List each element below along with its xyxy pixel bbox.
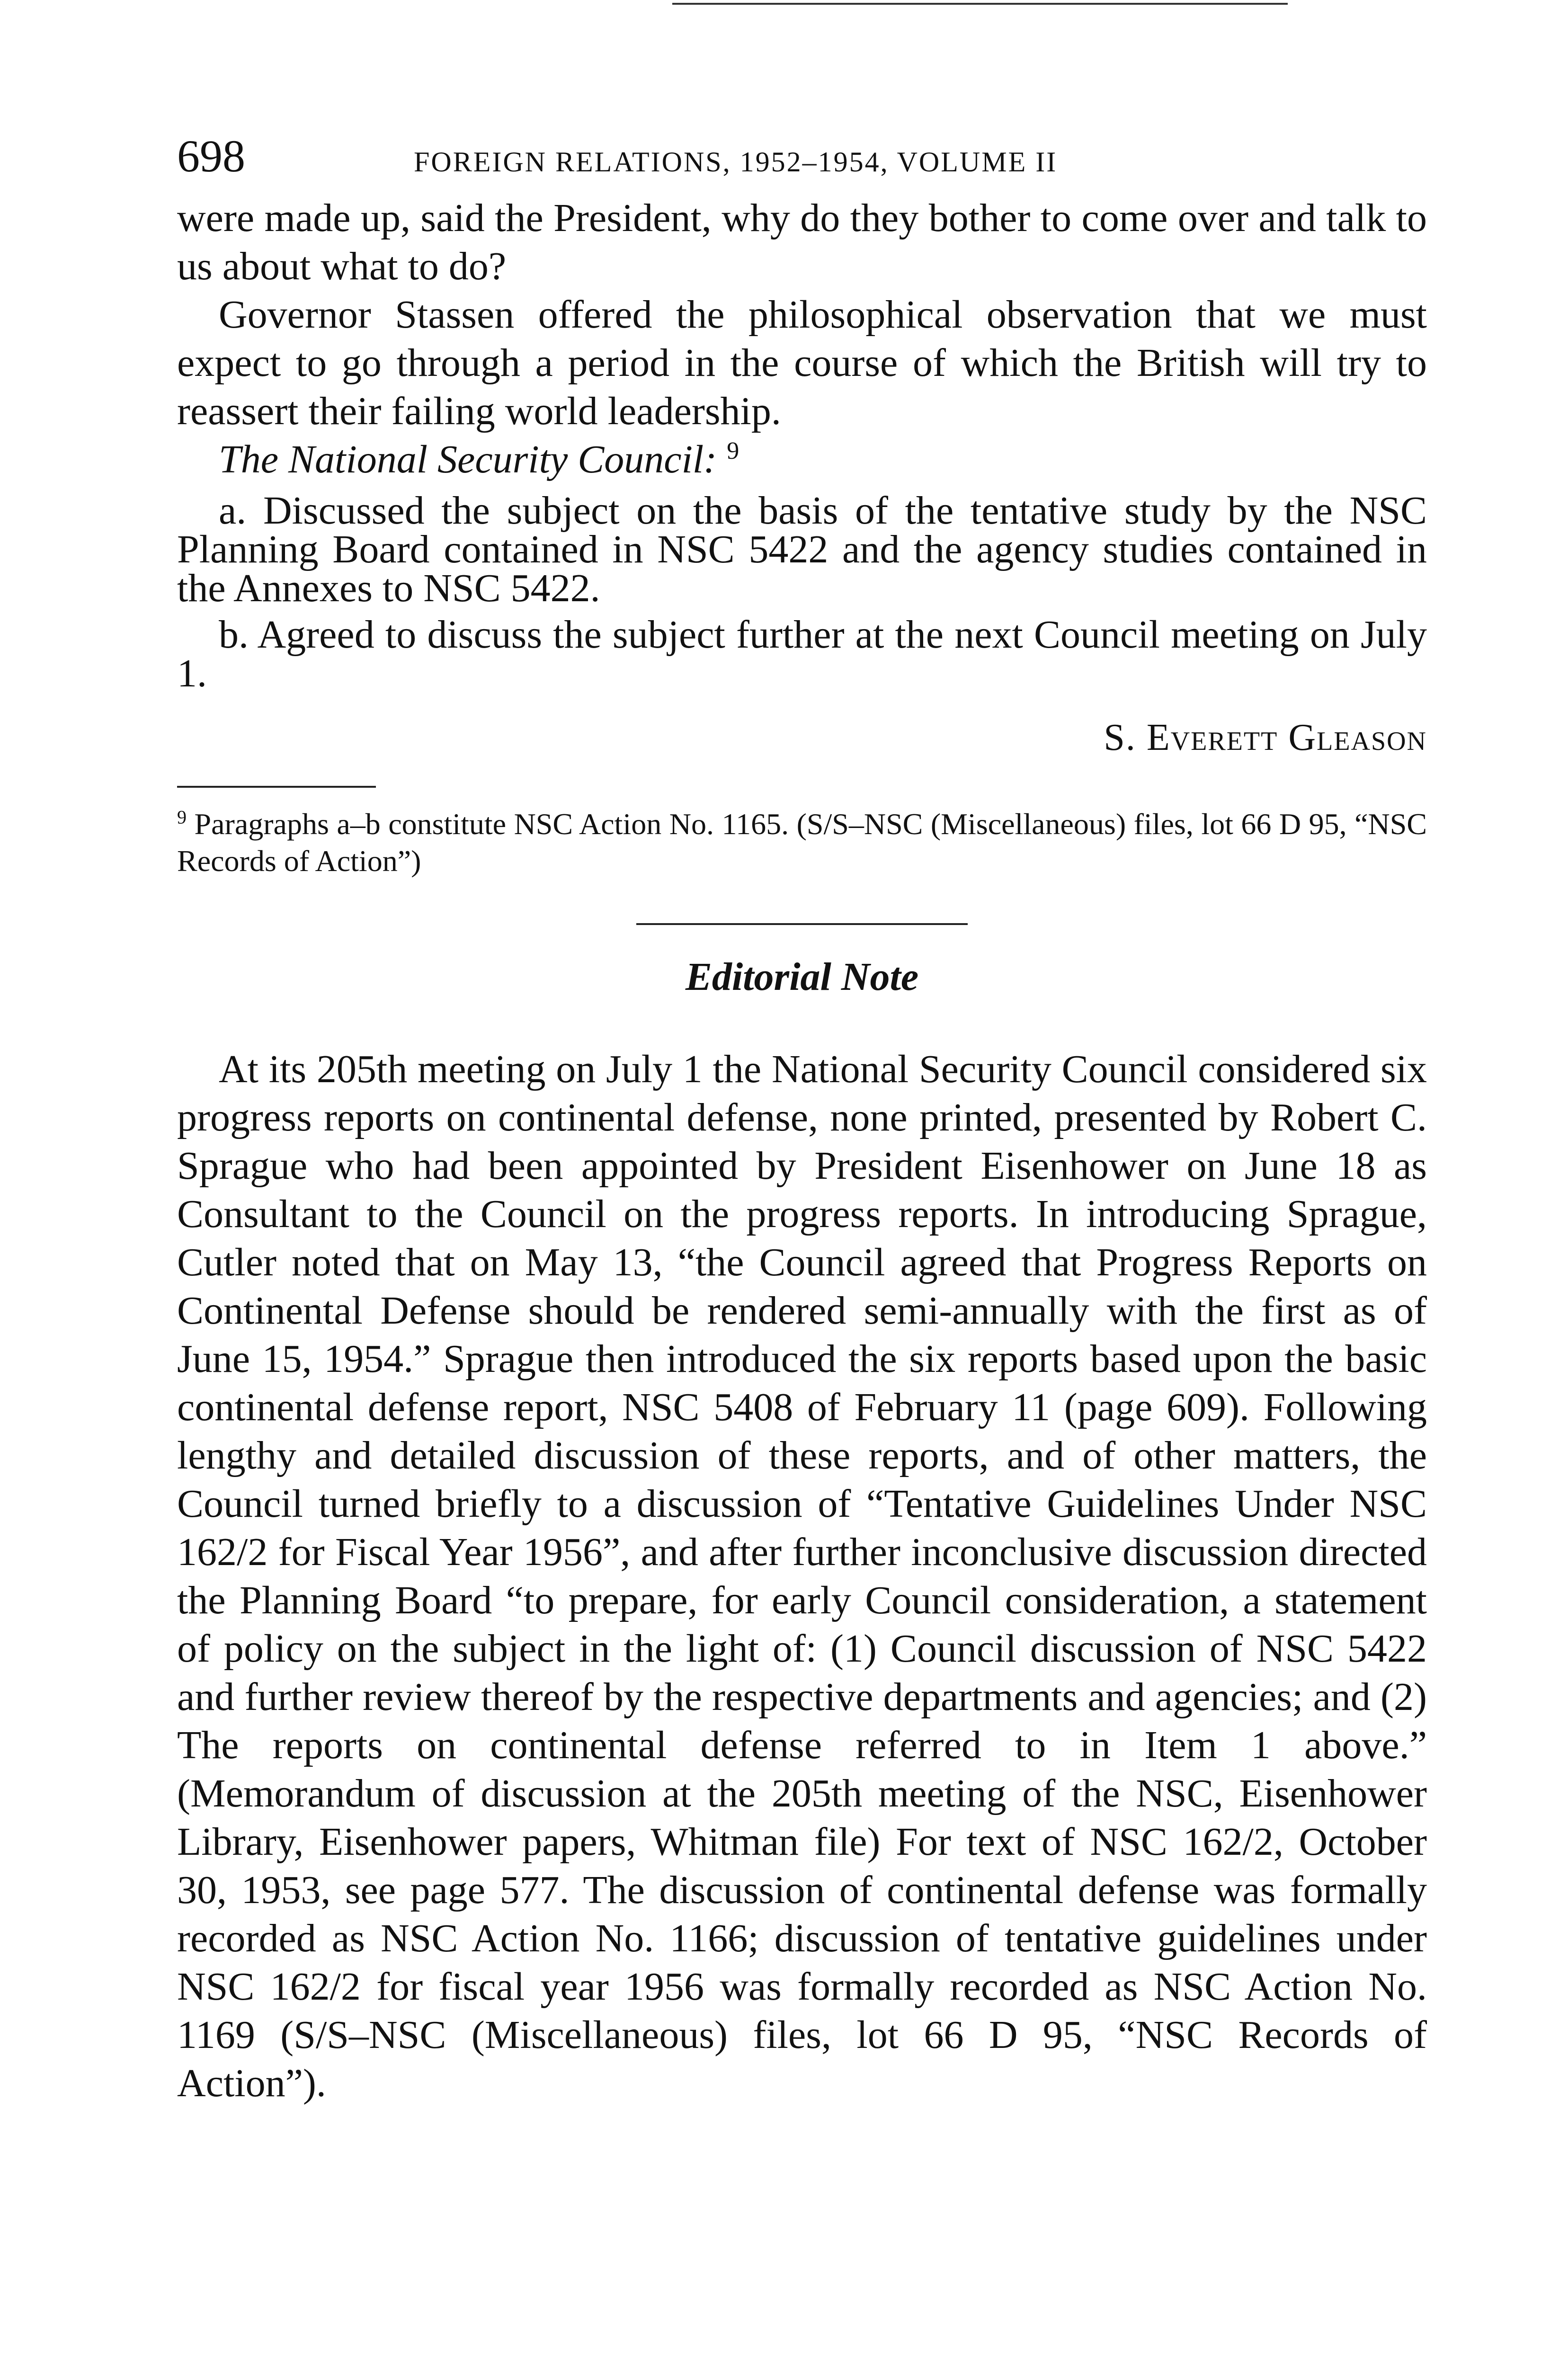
footnote-marker: 9 — [177, 806, 187, 828]
running-title: FOREIGN RELATIONS, 1952–1954, VOLUME II — [414, 146, 1058, 178]
decision-a: a. Discussed the subject on the basis of the tentative study by the NSC Planning Board contained in NSC 5422 and the agency studies contained in the Annexes to NSC 5422. — [177, 489, 1427, 610]
signature: S. Everett Gleason — [1104, 717, 1427, 758]
footnote — [177, 806, 1427, 880]
document-page — [177, 133, 1427, 2108]
council-label: The National Security Council: — [219, 437, 717, 481]
footnote-text: Paragraphs a–b constitute NSC Action No. 1165. (S/S–NSC (Miscellaneous) files, lot 66 D 95, “NSC Records of Action”) — [177, 807, 1427, 878]
paragraph-stassen: Governor Stassen offered the philosophical observation that we must expect to go through a period in the course of which the British will try to reassert their failing world leadership. — [177, 293, 1427, 433]
editorial-note-title: Editorial Note — [685, 955, 919, 999]
top-edge-rule — [672, 3, 1288, 5]
footnote-divider — [177, 786, 376, 788]
editorial-note-text: At its 205th meeting on July 1 the National Security Council considered six progress reports on continental defense, none printed, presented by Robert C. Sprague who had been appointed by President Eisenhower on June 18 as Consultant to the Council on the progress reports. In introducing Sprague, Cutler noted that on May 13, “the Council agreed that Progress Reports on Continental Defense should be rendered semi-annually with the first as of June 15, 1954.” Sprague then introduced the six reports based upon the basic continental defense report, NSC 5408 of February 11 (page 609). Following lengthy and detailed discussion of these reports, and of other matters, the Council turned briefly to a discussion of “Tentative Guidelines Under NSC 162/2 for Fiscal Year 1956”, and after further inconclusive discussion directed the Planning Board “to prepare, for early Council consideration, a statement of policy on the subject in the light of: (1) Council discussion of NSC 5422 and further review thereof by the respective departments and agencies; and (2) The reports on continental defense referred to in Item 1 above.” (Memorandum of discussion at the 205th meeting of the NSC, Eisenhower Library, Eisenhower papers, Whitman file) For text of NSC 162/2, October 30, 1953, see page 577. The discussion of continental defense was formally recorded as NSC Action No. 1166; discussion of tentative guidelines under NSC 162/2 for fiscal year 1956 was formally recorded as NSC Action No. 1169 (S/S–NSC (Miscellaneous) files, lot 66 D 95, “NSC Records of Action”). — [177, 1047, 1427, 2105]
council-heading — [177, 436, 1427, 484]
section-divider — [636, 923, 968, 925]
decision-b: b. Agreed to discuss the subject further at the next Council meeting on July 1. — [177, 613, 1427, 695]
running-head — [177, 133, 1427, 194]
page-number: 698 — [177, 131, 245, 181]
footnote-reference: 9 — [727, 437, 739, 464]
paragraph-continued: were made up, said the President, why do they bother to come over and talk to us about what to do? — [177, 196, 1427, 288]
